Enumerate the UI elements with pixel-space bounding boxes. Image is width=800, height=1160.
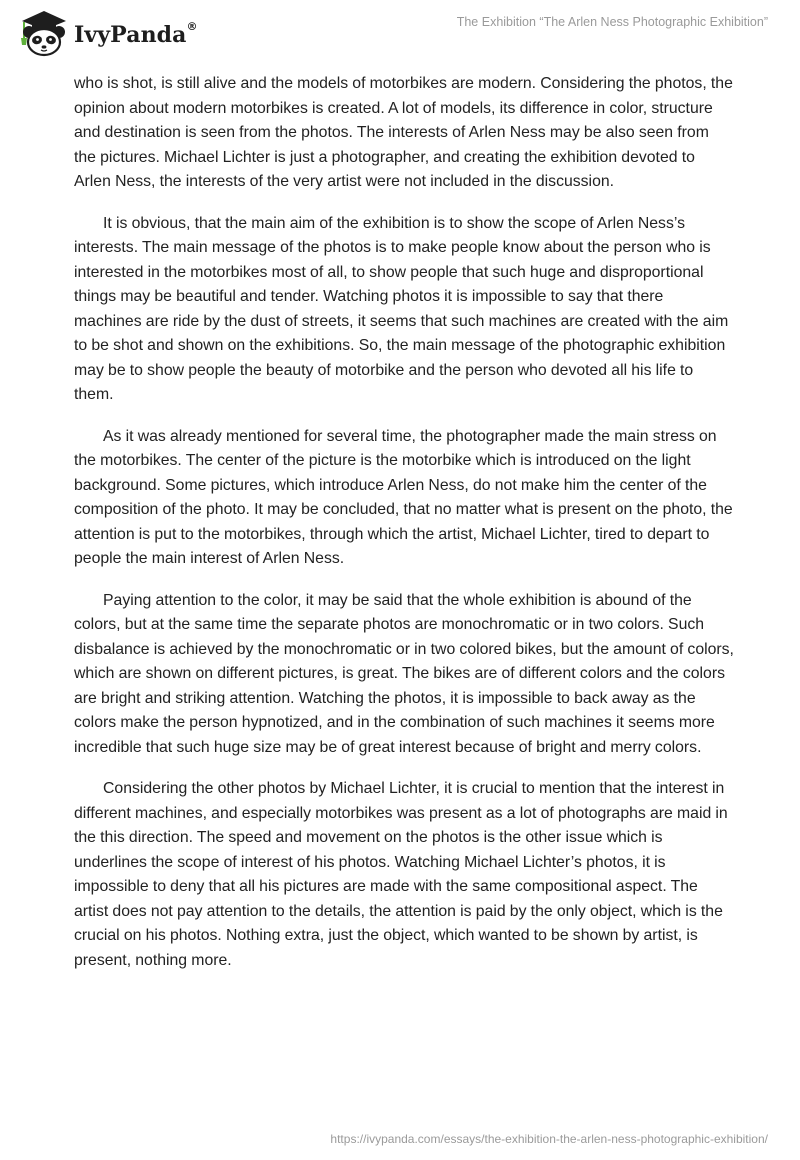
source-url[interactable]: https://ivypanda.com/essays/the-exhibition-the-arlen-ness-photographic-exhibition/ [330, 1132, 768, 1146]
brand-name: IvyPanda® [74, 19, 198, 48]
essay-body [74, 72, 734, 990]
ivypanda-logo[interactable] [14, 8, 198, 58]
paragraph: It is obvious, that the main aim of the exhibition is to show the scope of Arlen Ness’s interests. The main message of the photos is to make people know about the person who is interested in the motorbikes most of all, to show people that such huge and disproportional things may be beautiful and tender. Watching photos it is impossible to say that there machines are ride by the dust of streets, it seems that such machines are created with the aim to be shot and shown on the exhibitions. So, the main message of the photographic exhibition may be to show people the beauty of motorbike and the person who devoted all his life to them. [74, 214, 729, 403]
paragraph: Considering the other photos by Michael Lichter, it is crucial to mention that the interest in different machines, and especially motorbikes was present as a lot of photographs are maid in the this direction. The speed and movement on the photos is the other issue which is underlines the scope of interest of his photos. Watching Michael Lichter’s photos, it is impossible to deny that all his pictures are made with the same compositional aspect. The artist does not pay attention to the details, the attention is paid by the only object, which is the crucial on his photos. Nothing extra, just the object, which wanted to be shown by artist, is present, nothing more. [74, 780, 728, 969]
paragraph: Paying attention to the color, it may be said that the whole exhibition is abound of the colors, but at the same time the separate photos are monochromatic or in two colors. Such disbalance is achieved by the monochromatic or in two colored bikes, but the amount of colors, which are shown on different pictures, is great. The bikes are of different colors and the colors are bright and striking attention. Watching the photos, it is impossible to back away as the colors make the person hypnotized, and in the combination of such machines it seems more incredible that such huge size may be of great interest because of bright and merry colors. [74, 591, 734, 756]
document-title: The Exhibition “The Arlen Ness Photographic Exhibition” [456, 15, 768, 29]
paragraph: who is shot, is still alive and the models of motorbikes are modern. Considering the photos, the opinion about modern motorbikes is created. A lot of models, its difference in color, structure and destination is seen from the photos. The interests of Arlen Ness may be also seen from the pictures. Michael Lichter is just a photographer, and creating the exhibition devoted to Arlen Ness, the interests of the very artist were not included in the discussion. [74, 75, 733, 190]
page-header [0, 0, 800, 70]
registered-mark: ® [186, 19, 198, 33]
panda-graduate-icon [14, 8, 70, 58]
paragraph: As it was already mentioned for several time, the photographer made the main stress on the motorbikes. The center of the picture is the motorbike which is introduced on the light background. Some pictures, which introduce Arlen Ness, do not make him the center of the composition of the photo. It may be concluded, that no matter what is present on the photo, the attention is put to the motorbikes, through which the artist, Michael Lichter, tired to depart to people the main interest of Arlen Ness. [74, 427, 733, 567]
